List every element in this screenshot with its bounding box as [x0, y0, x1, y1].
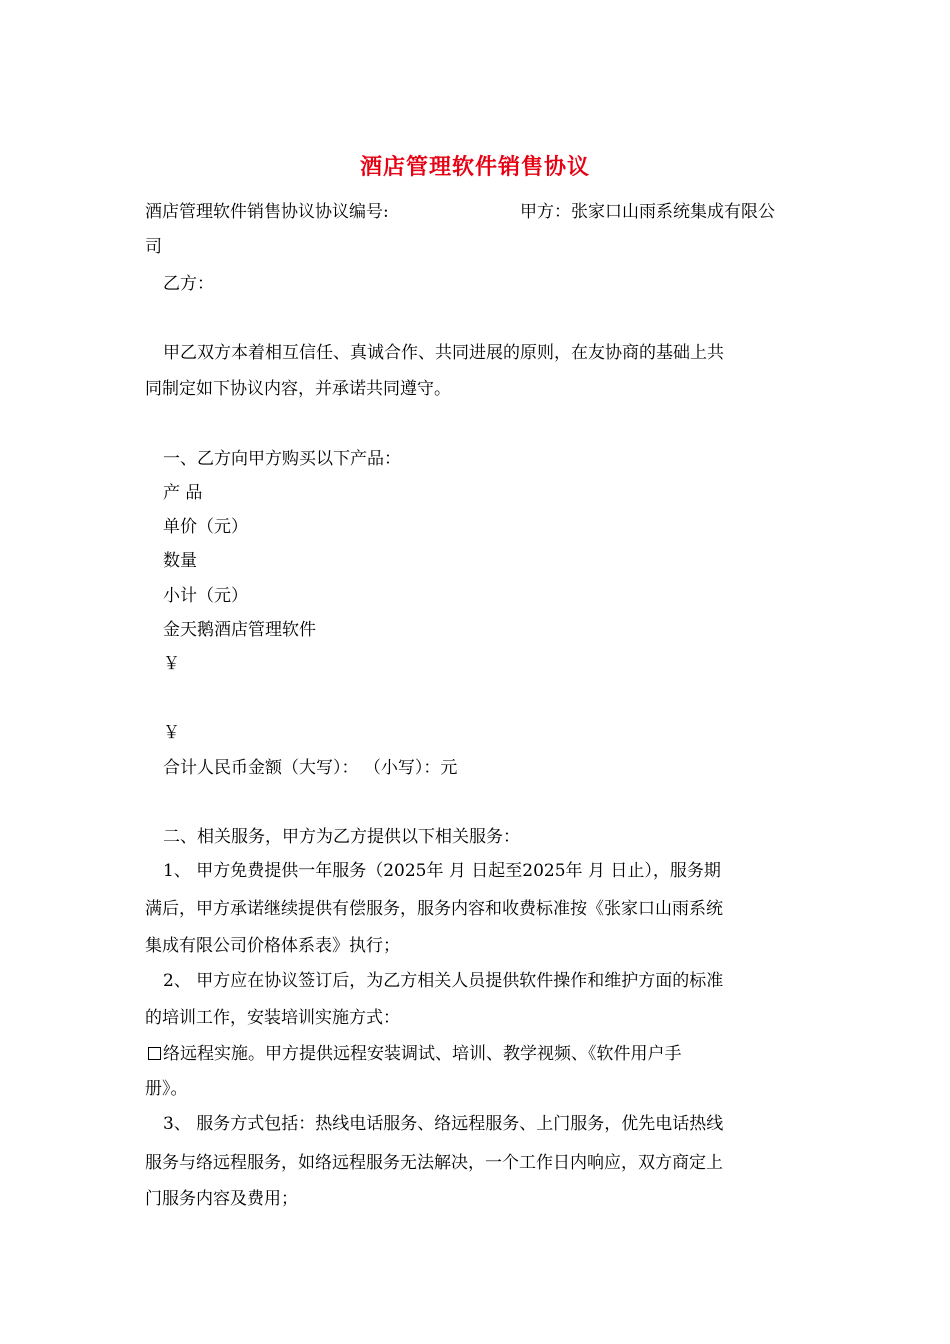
section-1-heading: 一、乙方向甲方购买以下产品： [163, 449, 401, 469]
item-2-line-3 [148, 1042, 682, 1066]
item-1-line-2: 满后，甲方承诺继续提供有偿服务，服务内容和收费标准按《张家口山雨系统 [145, 899, 723, 919]
column-product: 产 品 [163, 483, 203, 503]
column-quantity: 数量 [163, 551, 197, 571]
column-unit-price: 单价（元） [163, 517, 248, 537]
item-3-line-1: 3、 服务方式包括：热线电话服务、络远程服务、上门服务，优先电话热线 [163, 1114, 724, 1134]
party-b-label: 乙方： [163, 274, 214, 294]
remote-implementation-text: 络远程实施。甲方提供远程安装调试、培训、教学视频、《软件用户手 [163, 1044, 682, 1064]
party-a-continuation: 司 [145, 237, 162, 257]
subtotal-yen-sign: ￥ [163, 723, 180, 743]
total-amount-line: 合计人民币金额（大写）： （小写）：元 [163, 758, 458, 778]
column-subtotal: 小计（元） [163, 586, 248, 606]
item-3-line-2: 服务与络远程服务，如络远程服务无法解决，一个工作日内响应，双方商定上 [145, 1153, 723, 1173]
item-1-line-3: 集成有限公司价格体系表》执行； [145, 936, 400, 956]
party-a-label: 甲方：张家口山雨系统集成有限公 [520, 202, 775, 222]
price-yen-sign: ￥ [163, 654, 180, 674]
checkbox-icon [148, 1047, 161, 1060]
intro-paragraph-line-2: 同制定如下协议内容，并承诺共同遵守。 [145, 379, 451, 399]
product-name: 金天鹅酒店管理软件 [163, 620, 316, 640]
item-1-line-1: 1、 甲方免费提供一年服务（2025年 月 日起至2025年 月 日止），服务期 [163, 861, 721, 881]
section-2-heading: 二、相关服务，甲方为乙方提供以下相关服务： [163, 827, 520, 847]
intro-paragraph-line-1: 甲乙双方本着相互信任、真诚合作、共同进展的原则，在友协商的基础上共 [163, 343, 724, 363]
item-2-line-2: 的培训工作，安装培训实施方式： [145, 1008, 400, 1028]
agreement-number-label: 酒店管理软件销售协议协议编号: [145, 202, 389, 222]
item-2-line-4: 册》。 [145, 1079, 188, 1099]
document-title: 酒店管理软件销售协议 [359, 154, 590, 180]
item-2-line-1: 2、 甲方应在协议签订后，为乙方相关人员提供软件操作和维护方面的标准 [163, 971, 724, 991]
item-3-line-3: 门服务内容及费用； [145, 1189, 298, 1209]
